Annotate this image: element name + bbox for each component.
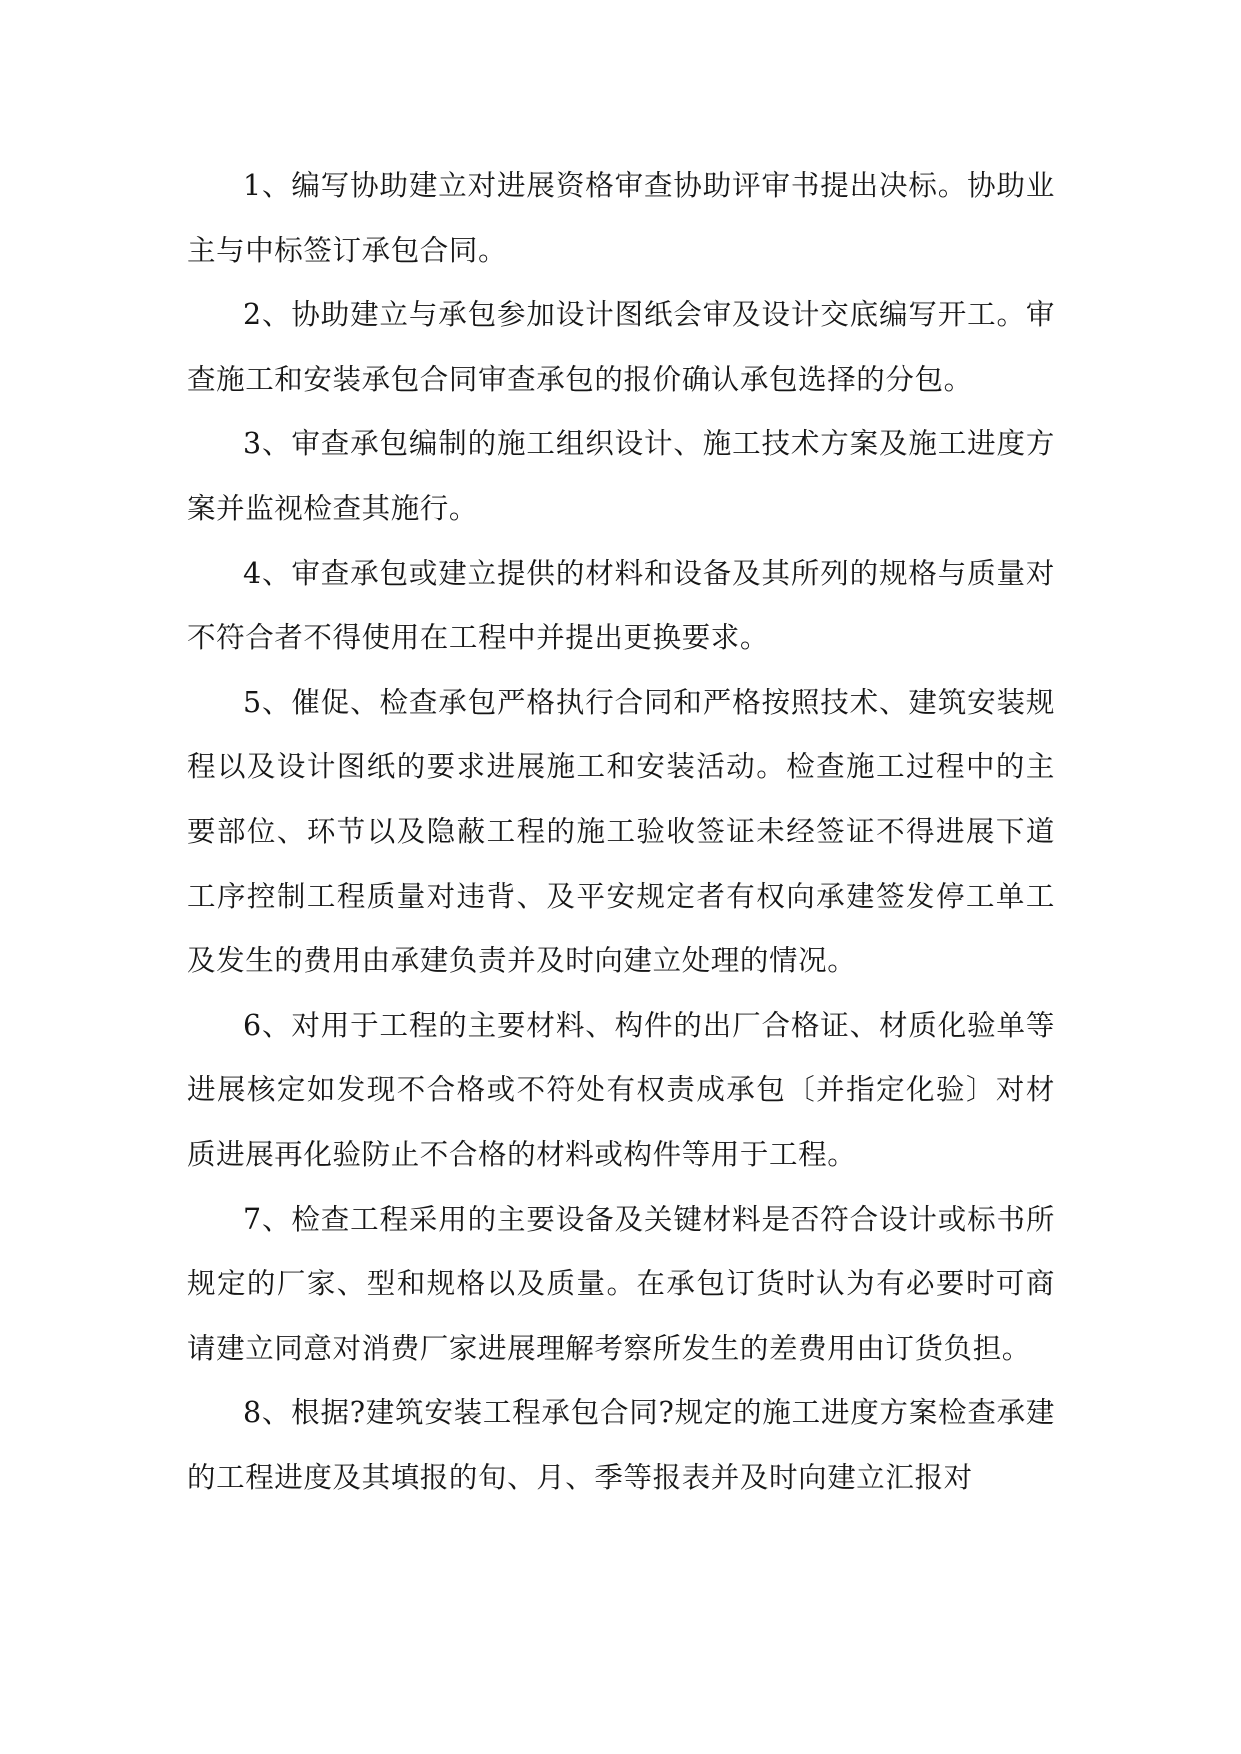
paragraph-6: 6、对用于工程的主要材料、构件的出厂合格证、材质化验单等进展核定如发现不合格或不符处有权责成承包〔并指定化验〕对材质进展再化验防止不合格的材料或构件等用于工程。 <box>187 1008 1055 1171</box>
paragraph-4: 4、审查承包或建立提供的材料和设备及其所列的规格与质量对不符合者不得使用在工程中并提出更换要求。 <box>187 556 1055 655</box>
paragraph-5: 5、催促、检查承包严格执行合同和严格按照技术、建筑安装规程以及设计图纸的要求进展施工和安装活动。检查施工过程中的主要部位、环节以及隐蔽工程的施工验收签证未经签证不得进展下道工序控制工程质量对违背、及平安规定者有权向承建签发停工单工及发生的费用由承建负责并及时向建立处理的情况。 <box>187 685 1055 978</box>
paragraph-8: 8、根据?建筑安装工程承包合同?规定的施工进度方案检查承建的工程进度及其填报的旬、月、季等报表并及时向建立汇报对 <box>187 1396 1055 1494</box>
document-body <box>187 154 1055 1510</box>
paragraph-3: 3、审查承包编制的施工组织设计、施工技术方案及施工进度方案并监视检查其施行。 <box>187 427 1055 525</box>
paragraph-2: 2、协助建立与承包参加设计图纸会审及设计交底编写开工。审查施工和安装承包合同审查承包的报价确认承包选择的分包。 <box>187 298 1055 396</box>
paragraph-1: 1、编写协助建立对进展资格审查协助评审书提出决标。协助业主与中标签订承包合同。 <box>187 169 1055 267</box>
paragraph-7: 7、检查工程采用的主要设备及关键材料是否符合设计或标书所规定的厂家、型和规格以及质量。在承包订货时认为有必要时可商请建立同意对消费厂家进展理解考察所发生的差费用由订货负担。 <box>187 1202 1055 1365</box>
